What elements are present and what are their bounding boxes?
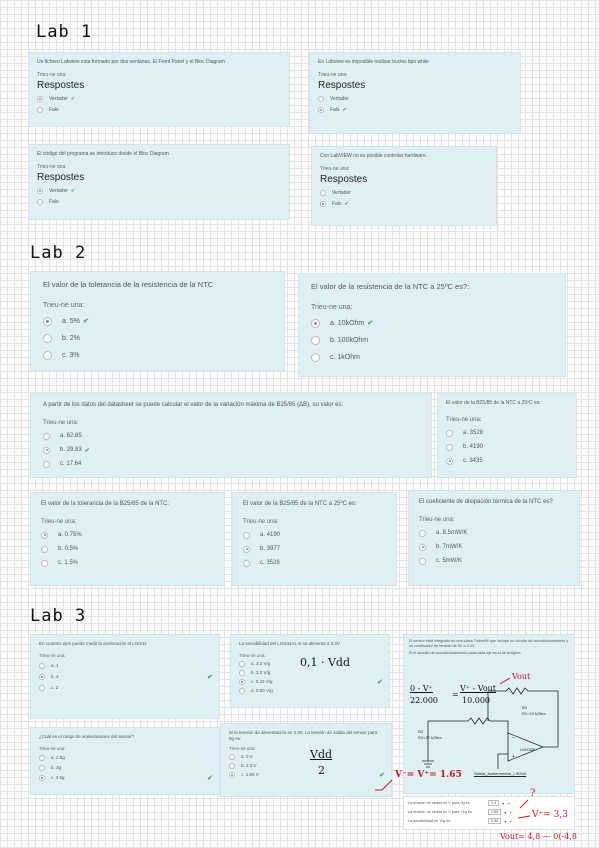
check-icon: ✔ <box>70 95 76 102</box>
r2-value: R2=22 kOhm <box>418 735 442 740</box>
question-text: El coeficiente de disipación térmica de la NTC es? <box>419 499 553 505</box>
radio[interactable] <box>446 430 453 437</box>
answer-input[interactable]: 2.65 <box>488 809 501 815</box>
question-text: El valor de la B25/85 de la NTC a 25ºC es: <box>243 501 357 507</box>
question-text: El valor de la B25/85 de la NTC a 25ºC es: <box>446 400 541 406</box>
lab3-question-3 <box>30 727 220 795</box>
question-text: ¿Cuál es el rango de aceleraciones del sensor? <box>39 734 135 739</box>
radio[interactable] <box>239 670 245 676</box>
radio[interactable] <box>39 663 45 669</box>
option-true[interactable]: Vertader ✔ <box>37 188 281 194</box>
option-b[interactable]: b. 0.5% <box>41 546 214 553</box>
radio[interactable] <box>37 107 43 113</box>
lab2-question-5 <box>30 492 225 586</box>
radio[interactable] <box>229 763 235 769</box>
option-a[interactable]: a. 3528 <box>446 430 568 437</box>
option-c[interactable]: c. 3.5g ✔ <box>39 775 211 781</box>
check-icon: ✔ <box>379 771 385 779</box>
eq-right-denominator: 10.000 <box>462 696 490 705</box>
eq-left-denominator: 22.000 <box>410 696 438 705</box>
note-v-33: V⁺= 3,3 <box>532 810 568 820</box>
option-false[interactable]: Fals ✔ <box>320 201 488 207</box>
question-text: Con LabVIEW no es posible controlar hardware. <box>320 153 428 159</box>
lab2-question-7 <box>408 490 580 586</box>
lab2-question-2 <box>298 273 566 377</box>
chevron-down-icon[interactable]: ▾ <box>504 810 507 815</box>
choose-one-label: Trieu-ne una: <box>419 516 455 523</box>
check-icon: ✔ <box>344 200 349 207</box>
svg-text:+: + <box>512 754 515 760</box>
question-text: Un fichero Labview esta formado por dos ventanas. El Front Panel y el Bloc Diagram <box>37 59 225 65</box>
option-a[interactable]: a. 3.3 V/g <box>239 661 381 667</box>
option-a[interactable]: a. 0.75% <box>41 532 214 539</box>
note-sensitivity: 0,1 · Vdd <box>300 656 351 669</box>
radio[interactable] <box>41 546 48 553</box>
radio-selected[interactable] <box>37 96 43 102</box>
radio-selected[interactable] <box>39 674 45 680</box>
choose-one-label: Trieu-ne una: <box>39 652 66 658</box>
note-two: 2 <box>318 764 325 777</box>
circuit-description-2: El el circuito de acondicionamiento para cada eje es el de la figura <box>409 650 521 655</box>
option-b[interactable]: b. 7mW/K <box>419 544 569 551</box>
chevron-down-icon[interactable]: ▾ <box>502 801 505 806</box>
lab2-question-4 <box>437 393 577 478</box>
check-icon: ✔ <box>377 678 383 686</box>
radio-selected[interactable] <box>43 447 50 454</box>
option-a[interactable]: a. 1 <box>39 663 211 669</box>
question-text: Si la tension de alimentación es 3.3V. La tensión de salida del sensor para 0g es: <box>229 730 378 741</box>
choose-one-label: Trieu-ne una: <box>229 745 256 751</box>
radio[interactable] <box>311 336 320 345</box>
check-icon: ✔ <box>367 320 374 328</box>
answer-input[interactable]: 2.4 <box>488 800 499 806</box>
radio[interactable] <box>318 96 324 102</box>
check-icon: ✔ <box>84 447 90 454</box>
check-icon: ✔ <box>507 801 511 806</box>
option-b[interactable]: b. 4190 <box>446 444 568 451</box>
option-c[interactable]: c. 2 <box>39 685 211 691</box>
option-b[interactable]: b. 2% <box>43 334 272 343</box>
radio[interactable] <box>39 755 45 761</box>
answer-row-0g: La tensión de salida en V para 0g és 2.4 ▾ ✔ <box>408 801 511 806</box>
radio[interactable] <box>41 560 48 567</box>
answers-heading: Respostes <box>320 173 368 185</box>
option-b[interactable]: b. 29.83 ✔ <box>43 447 419 454</box>
answers-heading: Respostes <box>37 171 85 183</box>
option-a[interactable]: a. 5% ✔ <box>43 317 272 326</box>
lab1-title: Lab 1 <box>36 22 93 42</box>
radio[interactable] <box>239 661 245 667</box>
radio[interactable] <box>39 765 45 771</box>
chip-label: LMV358 <box>520 747 535 752</box>
choose-one-label: Trieu-ne una: <box>37 71 67 78</box>
question-text: A partir de los datos del datasheet se puede calcular el valor de la variación máxima de B25/85 (ΔB), su valor es: <box>43 402 344 408</box>
question-text: En Labview es imposible realizar bucles tipo while <box>318 59 429 65</box>
lab2-question-1 <box>30 271 285 371</box>
check-icon: ✔ <box>509 810 513 815</box>
option-d[interactable]: d. 0.00 V/g <box>239 688 381 694</box>
answer-row-sensitivity: La sensibilidad en V/g es 0.66 ▾ ✔ <box>408 819 513 824</box>
option-c[interactable]: c. 1.65 V ✔ <box>229 772 383 778</box>
eq-right-numerator: V⁺ - Vout <box>460 684 497 693</box>
answer-input[interactable]: 0.66 <box>488 818 501 824</box>
circuit-description: El sensor está integrado en una placa TinkerKit que incluye un circuito de acondicionamiento y un rectificador de tensión de 5V a 3.3V. <box>409 639 569 648</box>
option-false[interactable]: Fals <box>37 107 281 113</box>
question-text: El código del programa se introduce desde el Bloc Diagram <box>37 151 169 157</box>
option-b[interactable]: b. 100kOhm <box>311 336 553 345</box>
option-true[interactable]: Vertader <box>320 190 488 196</box>
answers-heading: Respostes <box>318 79 366 91</box>
r1-label: R1 <box>522 705 528 710</box>
lab1-question-4 <box>311 146 497 226</box>
lab3-question-2 <box>230 634 390 708</box>
choose-one-label: Trieu-ne una: <box>239 652 266 658</box>
radio-selected[interactable] <box>229 772 235 778</box>
check-icon: ✔ <box>509 819 513 824</box>
radio-selected[interactable] <box>243 546 250 553</box>
option-b[interactable]: b. 3.3 V <box>229 763 383 769</box>
option-a[interactable]: a. 62.85 <box>43 433 419 440</box>
radio[interactable] <box>43 334 52 343</box>
check-icon: ✔ <box>207 673 213 681</box>
choose-one-label: Trieu-ne una: <box>39 745 66 751</box>
option-c[interactable]: c. 5mW/K <box>419 558 569 565</box>
lab1-question-3 <box>28 144 290 220</box>
choose-one-label: Trieu-ne una: <box>243 518 279 525</box>
radio[interactable] <box>419 558 426 565</box>
check-icon: ✔ <box>70 187 76 194</box>
radio[interactable] <box>37 199 43 205</box>
lab3-question-4 <box>220 723 392 797</box>
note-question: ? <box>530 788 536 799</box>
question-text: En cuantos ejes puede medir la aceleración el LIS344 <box>39 641 147 646</box>
radio[interactable] <box>43 433 50 440</box>
radio-selected[interactable] <box>311 319 320 328</box>
radio[interactable] <box>243 532 250 539</box>
question-text: El valor de la resistencia de la NTC a 25ºC es?: <box>311 282 470 291</box>
option-b[interactable]: b. 3g <box>39 765 211 771</box>
answers-heading: Respostes <box>37 79 85 91</box>
radio[interactable] <box>311 353 320 362</box>
answer-row-1g: La tensión de salida en V para +1g es 2.65 ▾ ✔ <box>408 810 513 815</box>
radio[interactable] <box>446 444 453 451</box>
eq-equals: = <box>452 690 459 699</box>
option-true[interactable]: Vertader <box>318 96 512 102</box>
radio-selected[interactable] <box>446 458 453 465</box>
option-a[interactable]: a. 2.5g <box>39 755 211 761</box>
lab2-title: Lab 2 <box>30 243 87 263</box>
option-a[interactable]: a. 4190 <box>243 532 386 539</box>
radio-selected[interactable] <box>37 188 43 194</box>
choose-one-label: Trieu-ne una: <box>37 163 67 170</box>
option-b[interactable]: b. 3 ✔ <box>39 674 211 680</box>
eq-left-numerator: 0 - V⁺ <box>410 684 433 693</box>
option-false[interactable]: Fals <box>37 199 281 205</box>
choose-one-label: Trieu-ne una: <box>320 165 350 172</box>
choose-one-label: Trieu-ne una: <box>41 518 77 525</box>
r2-label: R2 <box>418 729 424 734</box>
option-a[interactable]: a. 0 V <box>229 754 383 760</box>
radio[interactable] <box>239 688 245 694</box>
option-c[interactable]: c. 3% <box>43 351 272 360</box>
choose-one-label: Trieu-ne una: <box>43 301 85 309</box>
option-a[interactable]: a. 8.5mW/K <box>419 530 569 537</box>
radio-selected[interactable] <box>239 679 245 685</box>
check-icon: ✔ <box>207 774 213 782</box>
r1-value: R1=10 kOhm <box>522 711 546 716</box>
radio-selected[interactable] <box>419 544 426 551</box>
output-label: Salida_Acelerometro_LIS344 <box>474 771 527 776</box>
radio[interactable] <box>43 351 52 360</box>
check-icon: ✔ <box>342 106 347 113</box>
choose-one-label: Trieu-ne una: <box>318 71 348 78</box>
question-text: El valor de la tolerancia de la resistencia de la NTC <box>43 280 214 289</box>
option-c[interactable]: c. 1.5% <box>41 560 214 567</box>
note-vdd: Vdd <box>310 748 333 761</box>
note-bottom: Vout= 4,8 — 0(-4,8 <box>500 832 577 841</box>
note-vout: Vout <box>512 672 531 681</box>
radio-selected[interactable] <box>318 107 324 113</box>
radio-selected[interactable] <box>41 532 48 539</box>
svg-text:−: − <box>512 735 515 741</box>
radio-selected[interactable] <box>43 317 52 326</box>
lab3-question-1 <box>30 634 220 719</box>
radio[interactable] <box>43 461 50 468</box>
lab2-question-6 <box>232 492 397 586</box>
radio-selected[interactable] <box>39 775 45 781</box>
chevron-down-icon[interactable]: ▾ <box>504 819 507 824</box>
option-b[interactable]: b. 3.0 V/g <box>239 670 381 676</box>
option-c[interactable]: c. 1kOhm <box>311 353 553 362</box>
option-true[interactable]: Vertader ✔ <box>37 96 281 102</box>
option-a[interactable]: a. 10kOhm ✔ <box>311 319 553 328</box>
lab1-question-1 <box>28 52 290 127</box>
option-false[interactable]: Fals ✔ <box>318 107 512 113</box>
lab2-question-3 <box>30 393 432 478</box>
option-c[interactable]: c. 17.64 <box>43 461 419 468</box>
option-c[interactable]: c. 3528 <box>243 560 386 567</box>
choose-one-label: Trieu-ne una: <box>43 419 79 426</box>
choose-one-label: Trieu-ne una: <box>446 416 482 423</box>
question-text: El valor de la tolerancia de la B25/85 de la NTC: <box>41 501 170 507</box>
note-v-165: V⁻= V⁺= 1.65 <box>395 770 462 780</box>
check-icon: ✔ <box>82 318 89 326</box>
question-text: La sensibilidad del LIS344AL si se alimenta a 3.3V <box>239 641 340 646</box>
option-c[interactable]: c. 3435 <box>446 458 568 465</box>
radio[interactable] <box>39 685 45 691</box>
option-c[interactable]: c. 0.33 V/g ✔ <box>239 679 381 685</box>
radio[interactable] <box>243 560 250 567</box>
radio[interactable] <box>229 754 235 760</box>
radio[interactable] <box>419 530 426 537</box>
radio[interactable] <box>320 190 326 196</box>
radio-selected[interactable] <box>320 201 326 207</box>
lab1-question-2 <box>309 52 521 134</box>
lab3-title: Lab 3 <box>30 606 87 626</box>
option-b[interactable]: b. 3977 <box>243 546 386 553</box>
choose-one-label: Trieu-ne una: <box>311 303 353 311</box>
